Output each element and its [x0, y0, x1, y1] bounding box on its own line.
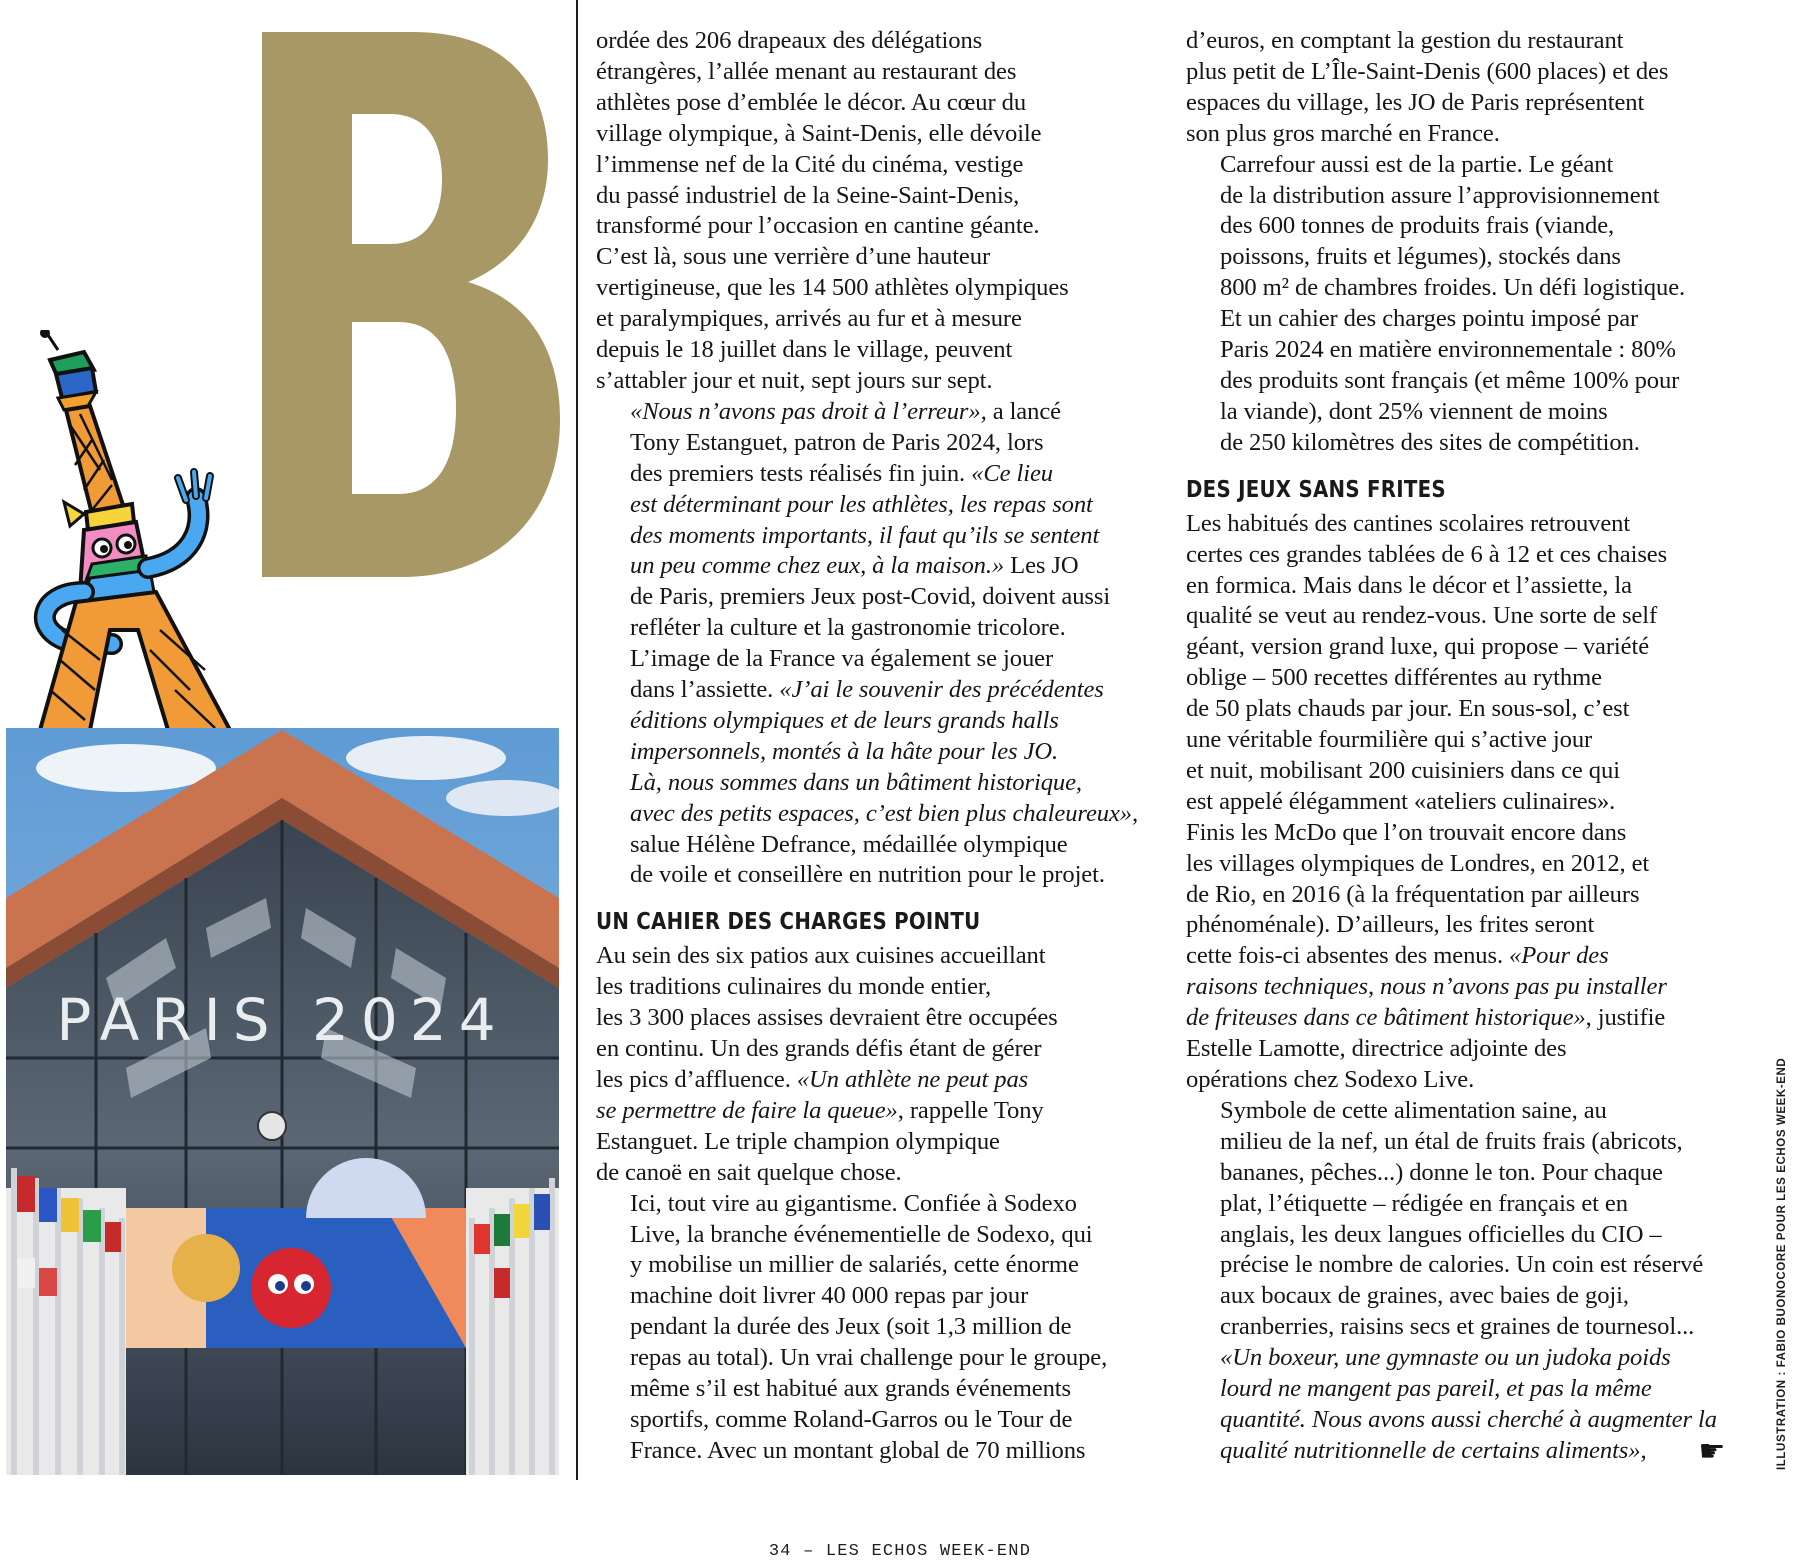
text-line: [1186, 1250, 1746, 1281]
body-text: repas au total). Un vrai challenge pour le groupe,: [630, 1344, 1108, 1372]
text-line: [1186, 1220, 1746, 1251]
text-line: [596, 1312, 1156, 1343]
body-text: cette fois-ci absentes des menus.: [1186, 942, 1510, 970]
body-text: et nuit, mobilisant 200 cuisiniers dans ce qui: [1186, 756, 1620, 784]
quote-text: se permettre de faire la queue»: [596, 1096, 898, 1124]
quote-text: «Pour des: [1509, 942, 1609, 970]
body-text: du passé industriel de la Seine-Saint-Denis,: [596, 181, 1020, 209]
body-text: 800 m² de chambres froides. Un défi logistique.: [1220, 274, 1686, 302]
illustration-credit: ILLUSTRATION : FABIO BUONOCORE POUR LES ECHOS WEEK-END: [1776, 1057, 1788, 1470]
quote-text: un peu comme chez eux, à la maison.»: [630, 552, 1005, 580]
body-text: Et un cahier des charges pointu imposé par: [1220, 305, 1639, 333]
text-line: [1186, 428, 1746, 459]
text-line: [1186, 242, 1746, 273]
body-text: Symbole de cette alimentation saine, au: [1220, 1096, 1607, 1124]
quote-text: des moments importants, il faut qu’ils se sentent: [630, 521, 1100, 549]
quote-text: «J’ai le souvenir des précédentes: [779, 676, 1104, 704]
text-line: [1186, 26, 1746, 57]
text-line: [596, 119, 1156, 150]
text-line: [1186, 1127, 1746, 1158]
text-line: [596, 1436, 1156, 1467]
quote-text: impersonnels, montés à la hâte pour les JO.: [630, 737, 1059, 765]
body-text: dans l’assiette.: [630, 676, 780, 704]
text-line: [596, 1343, 1156, 1374]
article-paragraph: [1186, 26, 1746, 150]
text-line: [1186, 1189, 1746, 1220]
quote-text: «Nous n’avons pas droit à l’erreur»,: [630, 397, 987, 425]
body-text: aux bocaux de graines, avec baies de goji,: [1220, 1282, 1629, 1310]
body-text: poissons, fruits et légumes), stockés dans: [1220, 243, 1621, 271]
pointing-hand-icon: ☛: [1698, 1435, 1726, 1469]
body-text: L’image de la France va également se jouer: [630, 645, 1054, 673]
body-text: anglais, les deux langues officielles du CIO –: [1220, 1220, 1662, 1248]
body-text: des premiers tests réalisés fin juin.: [630, 459, 972, 487]
art-column: [0, 0, 565, 1475]
quote-text: lourd ne mangent pas pareil, et pas la même: [1220, 1375, 1652, 1403]
text-line: [1186, 1343, 1746, 1374]
text-line: [1186, 1003, 1746, 1034]
text-line: [1186, 397, 1746, 428]
body-text: précise le nombre de calories. Un coin est réservé: [1220, 1251, 1704, 1279]
text-line: [1186, 366, 1746, 397]
body-text: depuis le 18 juillet dans le village, peuvent: [596, 336, 1013, 364]
text-column-2: [1186, 26, 1746, 1467]
text-line: [596, 273, 1156, 304]
body-text: Tony Estanguet, patron de Paris 2024, lors: [630, 428, 1044, 456]
text-line: [596, 304, 1156, 335]
text-line: [596, 799, 1156, 830]
quote-text: est déterminant pour les athlètes, les repas sont: [630, 490, 1093, 518]
photo-scene: [6, 728, 559, 1475]
text-line: [596, 150, 1156, 181]
text-line: [596, 26, 1156, 57]
article-paragraph: [596, 397, 1156, 892]
flag-row-right: [466, 1178, 559, 1475]
text-line: [596, 613, 1156, 644]
body-text: vertigineuse, que les 14 500 athlètes olympiques: [596, 274, 1069, 302]
text-line: [596, 88, 1156, 119]
text-line: [1186, 910, 1746, 941]
body-text: les 3 300 places assises devraient être occupées: [596, 1004, 1058, 1032]
text-line: [596, 1374, 1156, 1405]
text-line: [1186, 632, 1746, 663]
section-heading: UN CAHIER DES CHARGES POINTU: [596, 909, 981, 936]
body-text: une véritable fourmilière qui s’active jour: [1186, 726, 1593, 754]
text-line: [1186, 694, 1746, 725]
text-line: [1186, 540, 1746, 571]
text-line: [1186, 335, 1746, 366]
text-line: [596, 335, 1156, 366]
text-line: [1186, 119, 1746, 150]
body-text: village olympique, à Saint-Denis, elle dévoile: [596, 119, 1042, 147]
text-line: [596, 860, 1156, 891]
body-text: qualité se veut au rendez-vous. Une sorte de self: [1186, 602, 1658, 630]
text-line: [596, 1003, 1156, 1034]
body-text: sportifs, comme Roland-Garros ou le Tour de: [630, 1405, 1073, 1433]
text-line: [1186, 880, 1746, 911]
body-text: la viande), dont 25% viennent de moins: [1220, 397, 1608, 425]
body-text: C’est là, sous une verrière d’une hauteur: [596, 243, 991, 271]
paris-2024-sign: PARIS 2024: [56, 986, 508, 1054]
text-line: [1186, 211, 1746, 242]
body-text: les traditions culinaires du monde entier,: [596, 973, 992, 1001]
body-text: , rappelle Tony: [897, 1096, 1044, 1124]
body-text: Paris 2024 en matière environnementale : 80%: [1220, 336, 1676, 364]
text-line: [1186, 88, 1746, 119]
body-text: les pics d’affluence.: [596, 1066, 797, 1093]
text-line: [1186, 1065, 1746, 1096]
body-text: pendant la durée des Jeux (soit 1,3 million de: [630, 1313, 1072, 1341]
body-text: bananes, pêches...) donne le ton. Pour chaque: [1220, 1158, 1663, 1186]
text-line: [1186, 57, 1746, 88]
text-line: [596, 428, 1156, 459]
text-line: [596, 768, 1156, 799]
text-line: [1186, 818, 1746, 849]
article-paragraph: [1186, 509, 1746, 1096]
text-line: [1186, 273, 1746, 304]
body-text: plus petit de L’Île-Saint-Denis (600 places) et des: [1186, 57, 1669, 85]
text-line: [596, 737, 1156, 768]
text-line: [1186, 150, 1746, 181]
text-line: [1186, 756, 1746, 787]
body-text: s’attabler jour et nuit, sept jours sur sept.: [596, 366, 993, 394]
body-text: en formica. Mais dans le décor et l’assiette, la: [1186, 571, 1632, 599]
quote-text: éditions olympiques et de leurs grands halls: [630, 706, 1059, 734]
text-line: [596, 675, 1156, 706]
body-text: géant, version grand luxe, qui propose – variété: [1186, 633, 1650, 661]
quote-text: «Ce lieu: [971, 459, 1053, 487]
quote-text: «Un boxeur, une gymnaste ou un judoka poids: [1220, 1344, 1671, 1372]
body-text: y mobilise un millier de salariés, cette énorme: [630, 1251, 1079, 1279]
text-line: [596, 242, 1156, 273]
text-line: [596, 1127, 1156, 1158]
text-line: [1186, 1034, 1746, 1065]
body-text: son plus gros marché en France.: [1186, 119, 1500, 147]
text-line: [596, 830, 1156, 861]
body-text: refléter la culture et la gastronomie tricolore.: [630, 614, 1066, 642]
body-text: ordée des 206 drapeaux des délégations: [596, 27, 983, 54]
body-text: Live, la branche événementielle de Sodexo, qui: [630, 1220, 1093, 1248]
article-paragraph: [1186, 150, 1746, 459]
text-line: [1186, 509, 1746, 540]
body-text: France. Avec un montant global de 70 millions: [630, 1436, 1086, 1464]
body-text: de Paris, premiers Jeux post-Covid, doivent aussi: [630, 583, 1111, 611]
text-line: [1186, 1281, 1746, 1312]
body-text: Finis les McDo que l’on trouvait encore dans: [1186, 818, 1627, 846]
body-text: , justifie: [1585, 1004, 1666, 1032]
text-line: [596, 551, 1156, 582]
quote-text: avec des petits espaces, c’est bien plus chaleureux»,: [630, 799, 1139, 827]
body-text: Carrefour aussi est de la partie. Le géant: [1220, 150, 1614, 178]
text-line: [596, 1065, 1156, 1096]
body-text: Les JO: [1004, 552, 1079, 580]
body-text: de Rio, en 2016 (à la fréquentation par ailleurs: [1186, 880, 1640, 908]
page-folio: 34 – LES ECHOS WEEK-END: [768, 1542, 1032, 1561]
body-text: des produits sont français (et même 100% pour: [1220, 366, 1680, 394]
text-line: [596, 706, 1156, 737]
text-line: [596, 459, 1156, 490]
body-text: de voile et conseillère en nutrition pour le projet.: [630, 861, 1105, 889]
quote-text: de friteuses dans ce bâtiment historique»: [1186, 1004, 1586, 1032]
body-text: de 250 kilomètres des sites de compétition.: [1220, 428, 1640, 456]
text-line: [596, 582, 1156, 613]
body-text: a lancé: [986, 397, 1061, 425]
text-line: [596, 181, 1156, 212]
text-line: [596, 1220, 1156, 1251]
quote-text: Là, nous sommes dans un bâtiment historique,: [630, 768, 1082, 796]
text-line: [1186, 1374, 1746, 1405]
body-text: Les habitués des cantines scolaires retrouvent: [1186, 509, 1631, 537]
text-line: [1186, 181, 1746, 212]
text-line: [1186, 972, 1746, 1003]
text-line: [1186, 941, 1746, 972]
body-text: oblige – 500 recettes différentes au rythme: [1186, 664, 1602, 692]
text-line: [596, 366, 1156, 397]
text-line: [596, 1034, 1156, 1065]
body-text: machine doit livrer 40 000 repas par jour: [630, 1282, 1029, 1310]
body-text: des 600 tonnes de produits frais (viande,: [1220, 212, 1615, 240]
quote-text: quantité. Nous avons aussi cherché à augmenter la: [1220, 1405, 1717, 1433]
body-text: athlètes pose d’emblée le décor. Au cœur du: [596, 88, 1027, 116]
body-text: Au sein des six patios aux cuisines accueillant: [596, 942, 1046, 970]
text-line: [1186, 1312, 1746, 1343]
body-text: Ici, tout vire au gigantisme. Confiée à Sodexo: [630, 1189, 1077, 1217]
flag-row-left: [6, 1168, 126, 1475]
text-column-1: [596, 26, 1156, 1467]
text-line: [1186, 663, 1746, 694]
body-text: opérations chez Sodexo Live.: [1186, 1066, 1475, 1093]
eiffel-tower-mascot-illustration: [0, 330, 300, 730]
text-line: [1186, 571, 1746, 602]
text-line: [1186, 601, 1746, 632]
text-line: [1186, 1096, 1746, 1127]
body-text: de 50 plats chauds par jour. En sous-sol, c’est: [1186, 695, 1630, 723]
body-text: plat, l’étiquette – rédigée en français et en: [1220, 1189, 1628, 1217]
body-text: étrangères, l’allée menant au restaurant des: [596, 57, 1017, 85]
body-text: même s’il est habitué aux grands événements: [630, 1375, 1071, 1403]
dropcap-letter-b: [262, 32, 560, 577]
text-line: [596, 972, 1156, 1003]
body-text: transformé pour l’occasion en cantine géante.: [596, 212, 1040, 240]
text-line: [596, 211, 1156, 242]
body-text: de canoë en sait quelque chose.: [596, 1158, 902, 1186]
section-heading: DES JEUX SANS FRITES: [1186, 476, 1446, 503]
body-text: les villages olympiques de Londres, en 2012, et: [1186, 849, 1650, 877]
body-text: Estanguet. Le triple champion olympique: [596, 1127, 1000, 1155]
quote-text: raisons techniques, nous n’avons pas pu installer: [1186, 973, 1667, 1001]
text-line: [1186, 787, 1746, 818]
article-paragraph: [596, 1189, 1156, 1467]
body-text: en continu. Un des grands défis étant de gérer: [596, 1035, 1042, 1063]
body-text: et paralympiques, arrivés au fur et à mesure: [596, 305, 1022, 333]
article-paragraph: [596, 941, 1156, 1188]
body-text: espaces du village, les JO de Paris représentent: [1186, 88, 1645, 116]
text-line: [596, 1405, 1156, 1436]
text-line: [596, 1250, 1156, 1281]
cite-du-cinema-photo: [6, 728, 559, 1475]
text-line: [1186, 1158, 1746, 1189]
body-text: salue Hélène Defrance, médaillée olympique: [630, 830, 1068, 858]
text-line: [596, 397, 1156, 428]
text-line: [596, 57, 1156, 88]
body-text: milieu de la nef, un étal de fruits frais (abricots,: [1220, 1127, 1683, 1155]
text-line: [596, 521, 1156, 552]
text-line: [596, 941, 1156, 972]
body-text: l’immense nef de la Cité du cinéma, vestige: [596, 150, 1024, 178]
text-line: [596, 1189, 1156, 1220]
text-line: [596, 1281, 1156, 1312]
article-paragraph: [1186, 1096, 1746, 1467]
body-text: cranberries, raisins secs et graines de tournesol...: [1220, 1313, 1695, 1341]
text-line: [596, 490, 1156, 521]
body-text: phénoménale). D’ailleurs, les frites seront: [1186, 911, 1595, 939]
quote-text: «Un athlète ne peut pas: [796, 1066, 1029, 1093]
body-text: d’euros, en comptant la gestion du restaurant: [1186, 27, 1624, 54]
text-line: [1186, 725, 1746, 756]
text-line: [1186, 849, 1746, 880]
column-rule: [576, 0, 578, 1480]
text-line: [596, 1096, 1156, 1127]
body-text: certes ces grandes tablées de 6 à 12 et ces chaises: [1186, 540, 1668, 568]
body-text: est appelé élégamment «ateliers culinaires».: [1186, 787, 1616, 815]
text-line: [1186, 304, 1746, 335]
body-text: de la distribution assure l’approvisionnement: [1220, 181, 1660, 209]
body-text: Estelle Lamotte, directrice adjointe des: [1186, 1035, 1567, 1063]
article-paragraph: [596, 26, 1156, 397]
text-line: [1186, 1436, 1746, 1467]
quote-text: qualité nutritionnelle de certains aliments»,: [1220, 1436, 1647, 1464]
text-line: [1186, 1405, 1746, 1436]
text-line: [596, 1158, 1156, 1189]
text-line: [596, 644, 1156, 675]
